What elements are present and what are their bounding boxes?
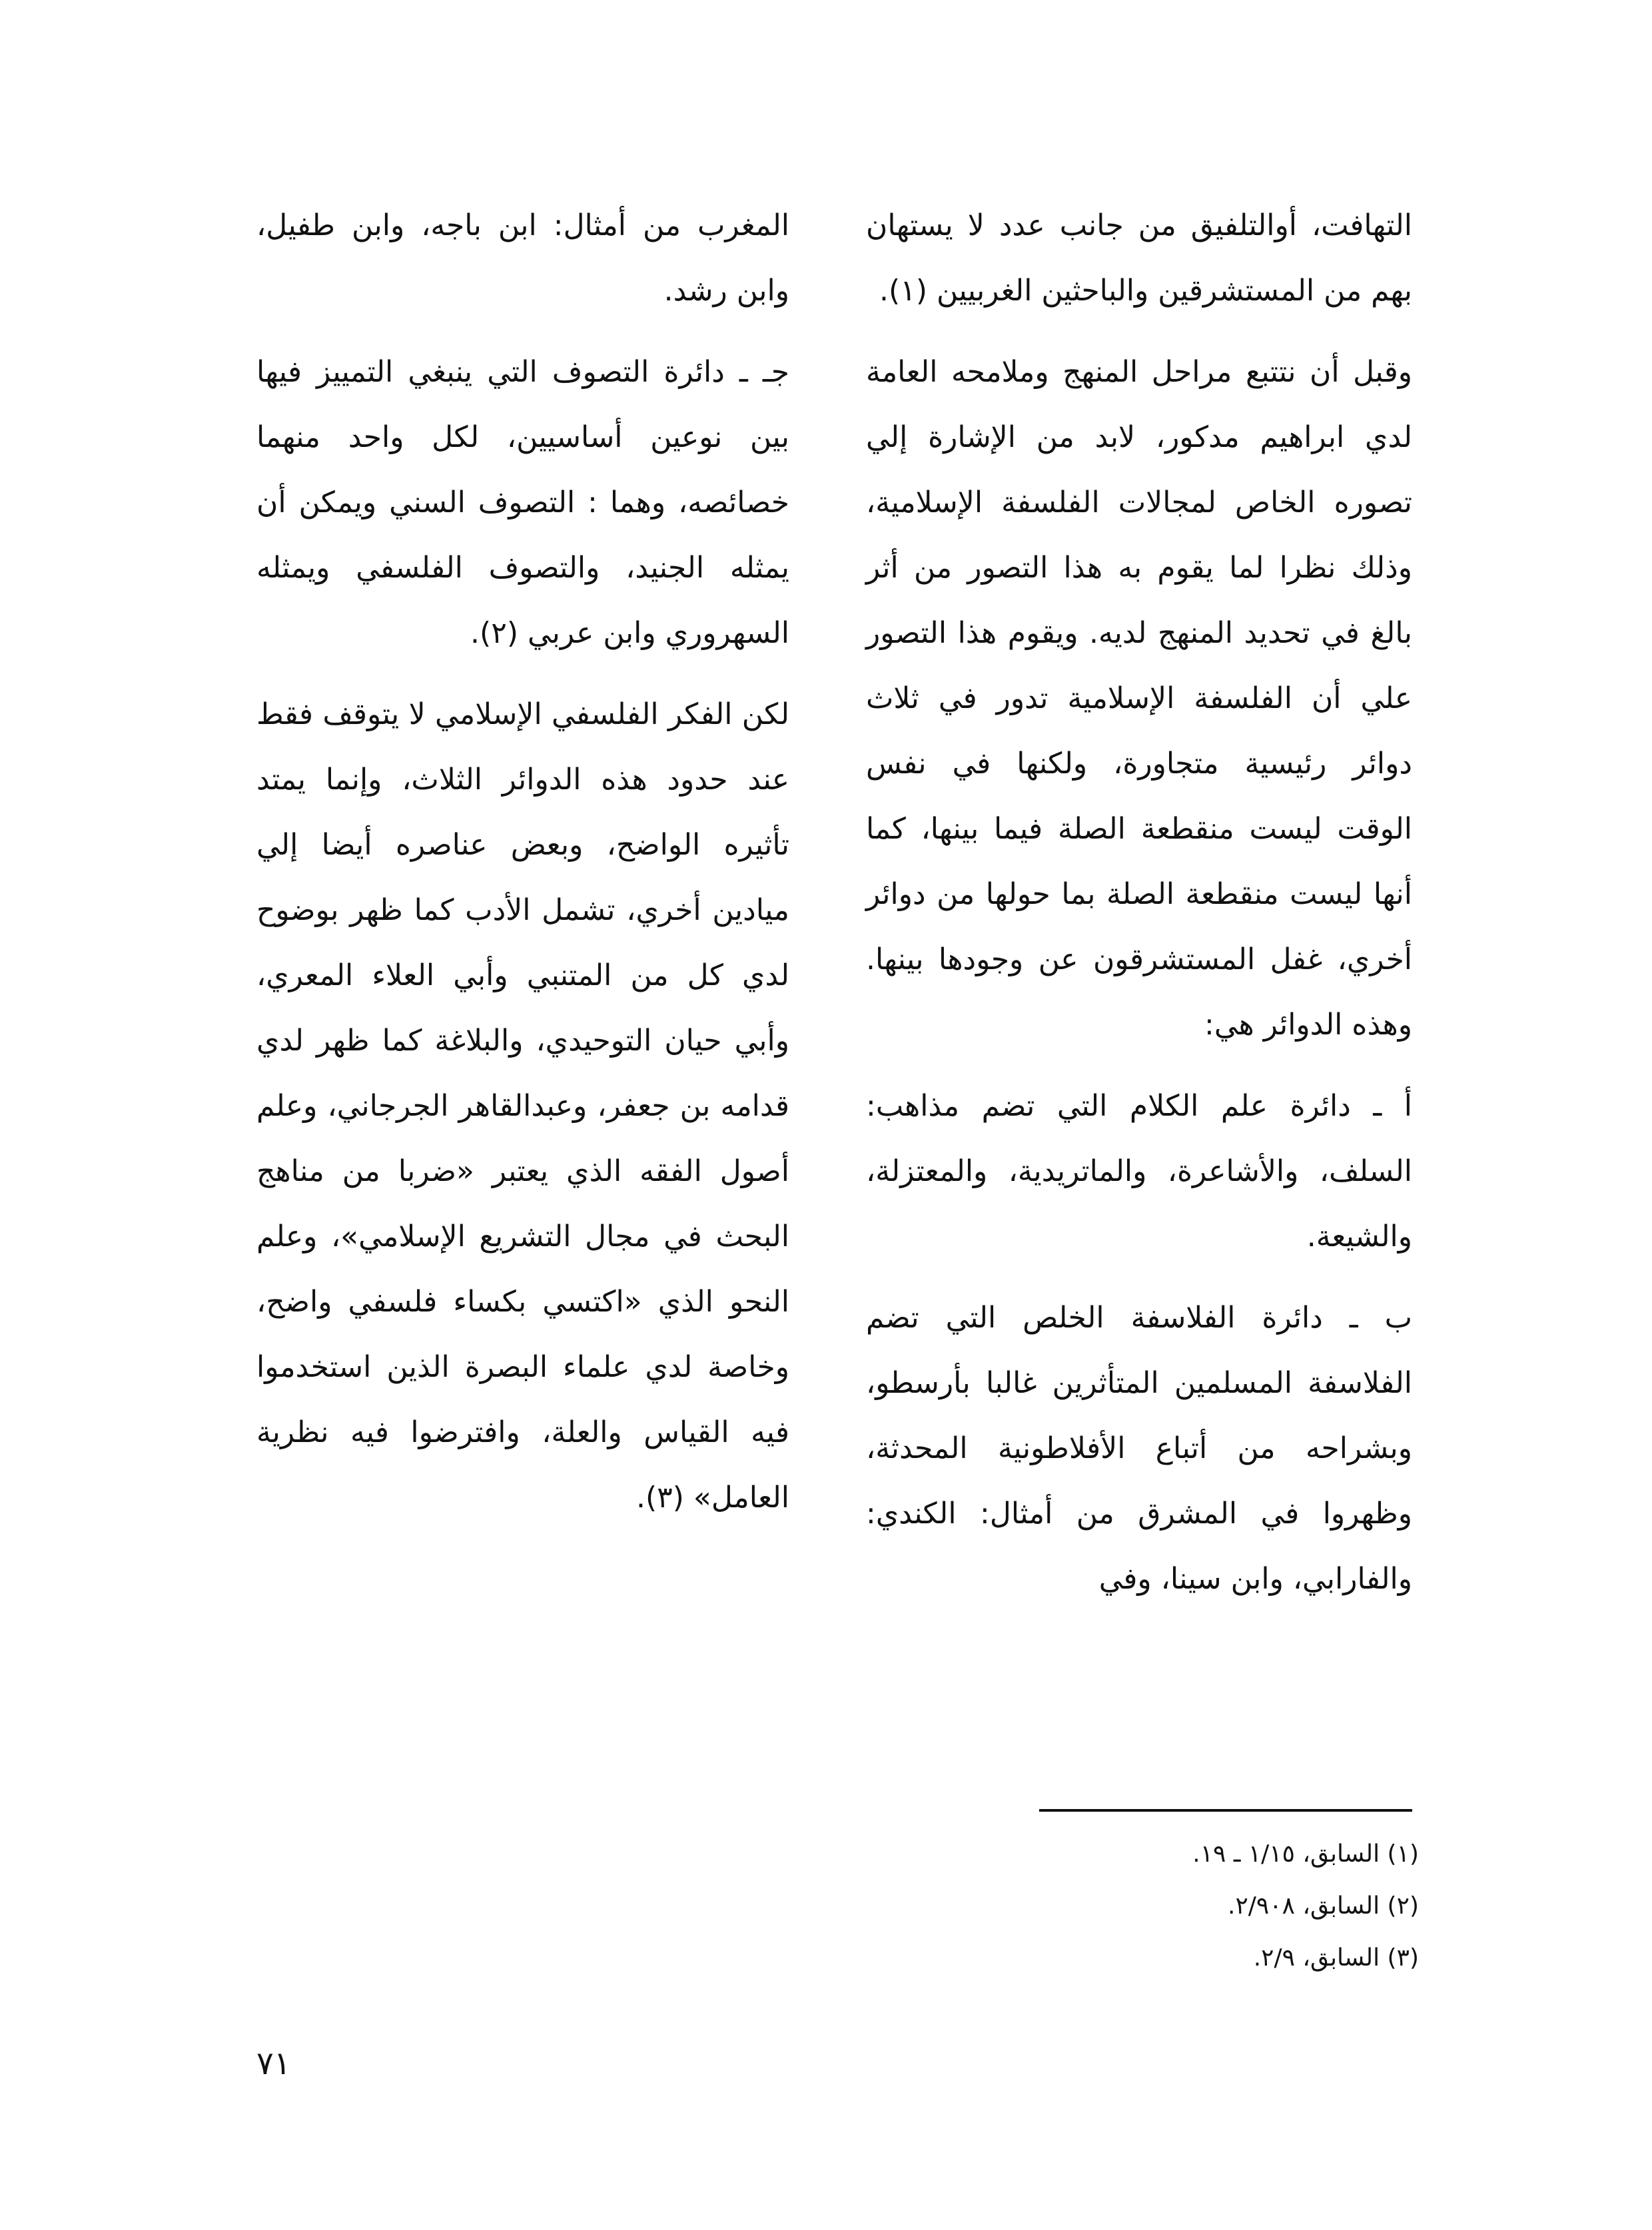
footnote: (١) السابق، ١/١٥ ـ ١٩. [1192, 1840, 1419, 1868]
page-number: ٧١ [256, 2045, 291, 2082]
paragraph: لكن الفكر الفلسفي الإسلامي لا يتوقف فقط عند حدود هذه الدوائر الثلاث، وإنما يمتد تأثيره الواضح، وبعض عناصره أيضا إلي ميادين أخري، تشمل الأدب كما ظهر بوضوح لدي كل من المتنبي وأبي العلاء المعري، وأبي حيان التوحيدي، والبلاغة كما ظهر لدي قدامه بن جعفر، وعبدالقاهر الجرجاني، وعلم أصول الفقه الذي يعتبر «ضربا من مناهج البحث في مجال التشريع الإسلامي»، وعلم النحو الذي «اكتسي بكساء فلسفي واضح، وخاصة لدي علماء البصرة الذين استخدموا فيه القياس والعلة، وافترضوا فيه نظرية العامل» (٣). [256, 697, 789, 1515]
paragraph: جـ ـ دائرة التصوف التي ينبغي التمييز فيها بين نوعين أساسيين، لكل واحد منهما خصائصه، وهما : التصوف السني ويمكن أن يمثله الجنيد، والتصوف الفلسفي ويمثله السهروري وابن عربي (٢). [256, 355, 789, 650]
paragraph: أ ـ دائرة علم الكلام التي تضم مذاهب: السلف، والأشاعرة، والماتريدية، والمعتزلة، والشيعة. [866, 1089, 1412, 1254]
footnote: (٣) السابق، ٢/٩. [1253, 1944, 1419, 1972]
right-text-column [866, 193, 1412, 1628]
paragraph: التهافت، أوالتلفيق من جانب عدد لا يستهان بهم من المستشرقين والباحثين الغربيين (١). [866, 208, 1412, 308]
footnote-separator [1039, 1809, 1412, 1812]
footnotes [866, 1828, 1419, 1984]
paragraph: وقبل أن نتتبع مراحل المنهج وملامحه العامة لدي ابراهيم مدكور، لابد من الإشارة إلي تصوره الخاص لمجالات الفلسفة الإسلامية، وذلك نظرا لما يقوم به هذا التصور من أثر بالغ في تحديد المنهج لديه. ويقوم هذا التصور علي أن الفلسفة الإسلامية تدور في ثلاث دوائر رئيسية متجاورة، ولكنها في نفس الوقت ليست منقطعة الصلة فيما بينها، كما أنها ليست منقطعة الصلة بما حولها من دوائر أخري، غفل المستشرقون عن وجودها بينها. وهذه الدوائر هي: [866, 355, 1412, 1042]
paragraph: ب ـ دائرة الفلاسفة الخلص التي تضم الفلاسفة المسلمين المتأثرين غالبا بأرسطو، وبشراحه من أتباع الأفلاطونية المحدثة، وظهروا في المشرق من أمثال: الكندي: والفارابي، وابن سينا، وفي [866, 1301, 1412, 1596]
paragraph: المغرب من أمثال: ابن باجه، وابن طفيل، وابن رشد. [256, 208, 789, 308]
footnote: (٢) السابق، ٢/٩٠٨. [1228, 1892, 1419, 1920]
left-text-column [256, 193, 789, 1547]
